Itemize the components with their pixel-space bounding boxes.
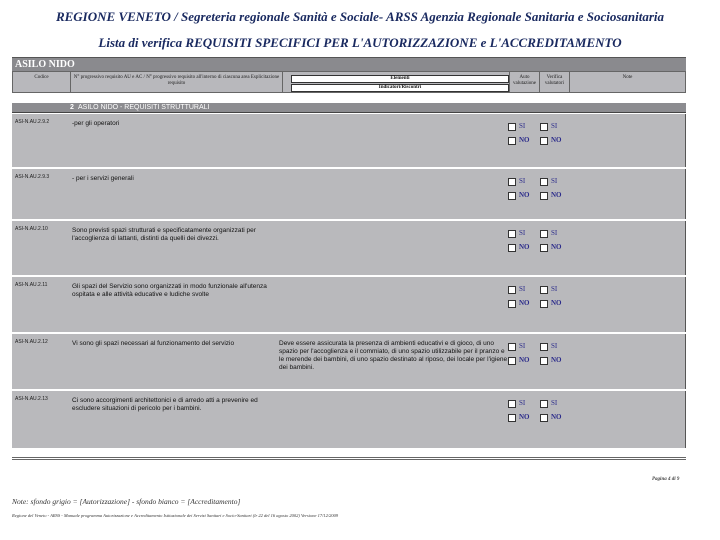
section-title: ASILO NIDO - REQUISITI STRUTTURALI [78,104,210,111]
checkbox-si[interactable] [508,230,516,238]
auto-valutazione-checkbox-group [508,285,534,315]
auto-si-option[interactable] [508,177,534,189]
asilo-nido-bar [12,57,686,71]
verifica-no-option[interactable] [540,413,566,425]
checkbox-no[interactable] [508,137,516,145]
no-label: NO [551,413,562,421]
auto-no-option[interactable] [508,243,534,255]
verifica-no-option[interactable] [540,356,566,368]
verifica-si-option[interactable] [540,229,566,241]
checkbox-si[interactable] [508,286,516,294]
checkbox-si[interactable] [540,343,548,351]
checkbox-si[interactable] [540,286,548,294]
si-label: SI [519,122,526,130]
document-title: REGIONE VENETO / Segreteria regionale Sanità e Sociale- ARSS Agenzia Regionale Sanitaria e Sociosanitaria [55,9,665,24]
header-elementi: Elementi [291,75,509,83]
table-header [12,71,686,93]
verifica-checkbox-group [540,177,566,207]
requirements-table [12,114,686,448]
verifica-checkbox-group [540,229,566,259]
row-requisito: Ci sono accorgimenti architettonici e di arredo atti a prevenire ed escludere situazioni di pericolo per i bambini. [72,397,258,412]
auto-si-option[interactable] [508,399,534,411]
checkbox-no[interactable] [508,300,516,308]
row-code: ASI-N.AU.2.12 [15,339,48,345]
verifica-no-option[interactable] [540,136,566,148]
header-note: Note [622,75,633,80]
checkbox-no[interactable] [540,192,548,200]
header-verifica-valutatori: Verifica valutatori [540,72,570,92]
checkbox-no[interactable] [508,244,516,252]
checkbox-si[interactable] [540,400,548,408]
row-requisito: -per gli operatori [72,120,120,127]
checkbox-si[interactable] [508,400,516,408]
si-label: SI [519,177,526,185]
checkbox-no[interactable] [508,192,516,200]
auto-si-option[interactable] [508,342,534,354]
row-requisito: Sono previsti spazi strutturati e specificatamente organizzati per l'accoglienza di lattanti, distinti da quelli dei divezzi. [72,227,256,242]
si-label: SI [519,229,526,237]
checkbox-si[interactable] [540,123,548,131]
row-code: ASI-N.AU.2.13 [15,396,48,402]
verifica-checkbox-group [540,399,566,429]
header-elementi-box [291,75,509,91]
verifica-checkbox-group [540,285,566,315]
table-bottom-border [12,457,686,460]
no-label: NO [519,191,530,199]
checkbox-si[interactable] [508,123,516,131]
row-requisito: Vi sono gli spazi necessari al funzionamento del servizio [72,340,235,347]
no-label: NO [551,243,562,251]
checkbox-si[interactable] [540,178,548,186]
verifica-si-option[interactable] [540,122,566,134]
asilo-nido-label: ASILO NIDO [15,59,75,70]
si-label: SI [519,399,526,407]
checkbox-no[interactable] [540,414,548,422]
verifica-no-option[interactable] [540,191,566,203]
checkbox-si[interactable] [540,230,548,238]
checkbox-no[interactable] [540,244,548,252]
header-codice: Codice [13,72,71,92]
auto-valutazione-checkbox-group [508,122,534,152]
auto-no-option[interactable] [508,356,534,368]
table-row [12,391,686,448]
verifica-no-option[interactable] [540,243,566,255]
auto-valutazione-checkbox-group [508,399,534,429]
verifica-si-option[interactable] [540,177,566,189]
si-label: SI [519,342,526,350]
verifica-no-option[interactable] [540,299,566,311]
table-row [12,277,686,334]
table-row [12,221,686,277]
auto-no-option[interactable] [508,299,534,311]
checkbox-si[interactable] [508,343,516,351]
row-indicatore: Deve essere assicurata la presenza di ambienti educativi e di gioco, di uno spazio per l'accoglienza e il commiato, di uno spazio utilizzabile per il pranzo e le merende dei bambini, di uno spazio destinato al riposo, dei locale per l'igiene dei bambini. [279,340,508,371]
table-row [12,334,686,391]
checkbox-no[interactable] [540,357,548,365]
document-subtitle: Lista di verifica REQUISITI SPECIFICI PER L'AUTORIZZAZIONE e L'ACCREDITAMENTO [98,35,622,50]
checkbox-no[interactable] [508,357,516,365]
no-label: NO [551,191,562,199]
checkbox-si[interactable] [508,178,516,186]
row-code: ASI-N.AU.2.10 [15,226,48,232]
checkbox-no[interactable] [508,414,516,422]
legend-note: Note: sfondo grigio = [Autorizzazione] - sfondo bianco = [Accreditamento] [12,497,241,506]
no-label: NO [519,136,530,144]
si-label: SI [551,285,558,293]
no-label: NO [519,356,530,364]
checkbox-no[interactable] [540,300,548,308]
header-requisito: N° progressivo requisito AU e AC / N° progressivo requisito all'interno di ciascuna area Esplicitazione requisito [71,72,283,92]
auto-no-option[interactable] [508,413,534,425]
table-row [12,169,686,221]
auto-valutazione-checkbox-group [508,229,534,259]
no-label: NO [551,356,562,364]
verifica-checkbox-group [540,342,566,372]
auto-si-option[interactable] [508,229,534,241]
verifica-si-option[interactable] [540,342,566,354]
verifica-checkbox-group [540,122,566,152]
si-label: SI [551,122,558,130]
si-label: SI [551,399,558,407]
verifica-si-option[interactable] [540,285,566,297]
si-label: SI [519,285,526,293]
auto-no-option[interactable] [508,136,534,148]
no-label: NO [551,299,562,307]
section-bar [12,103,686,113]
row-code: ASI-N.AU.2.9.2 [15,119,50,125]
header-auto-valutazione: Auto valutazione [510,72,540,92]
auto-valutazione-checkbox-group [508,177,534,207]
auto-valutazione-checkbox-group [508,342,534,372]
no-label: NO [551,136,562,144]
row-requisito: Gli spazi del Servizio sono organizzati in modo funzionale all'utenza ospitata e alle attività educative e ludiche svolte [72,283,267,298]
no-label: NO [519,243,530,251]
section-number: 2 [70,104,74,111]
no-label: NO [519,413,530,421]
row-requisito: - per i servizi generali [72,175,134,182]
si-label: SI [551,177,558,185]
auto-si-option[interactable] [508,285,534,297]
row-code: ASI-N.AU.2.9.3 [15,174,50,180]
auto-no-option[interactable] [508,191,534,203]
verifica-si-option[interactable] [540,399,566,411]
page-number: Pagina 4 di 9 [652,477,680,482]
table-row [12,114,686,169]
header-indicatori: Indicatori/Riscontri [291,84,509,92]
no-label: NO [519,299,530,307]
row-code: ASI-N.AU.2.11 [15,282,48,288]
auto-si-option[interactable] [508,122,534,134]
checkbox-no[interactable] [540,137,548,145]
si-label: SI [551,342,558,350]
document-footer: Regione del Veneto - ARSS - Manuale programma Autorizzazione e Accreditamento Istituzionale dei Servizi Sanitari e Socio-Sanitari (lr 22 del 16 agosto 2002) Versione 17/12/2009 [12,513,339,518]
si-label: SI [551,229,558,237]
